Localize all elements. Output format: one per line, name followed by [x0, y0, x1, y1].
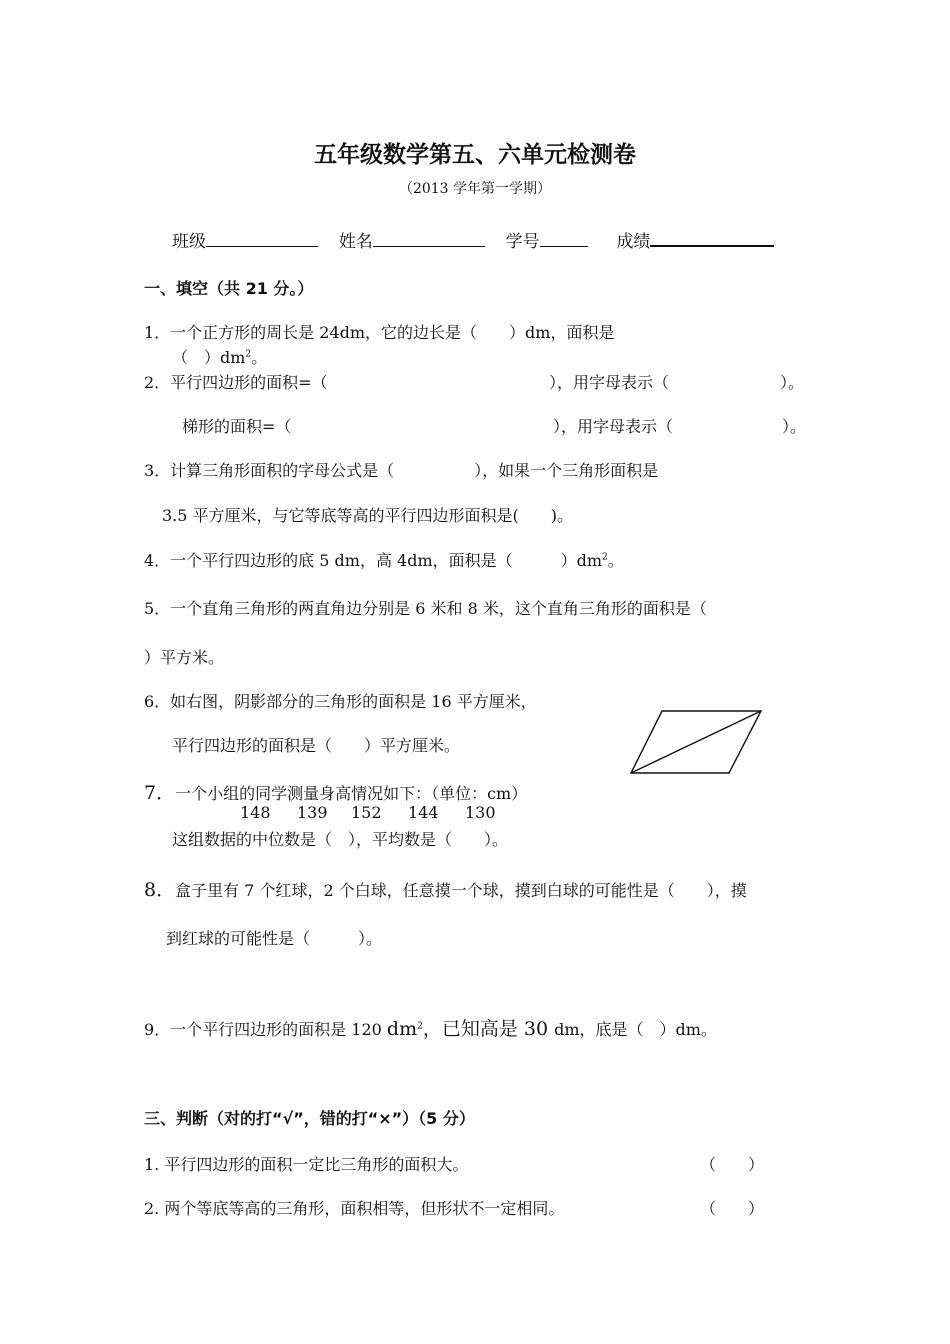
q8-number: 8． [144, 879, 176, 901]
height-data-0: 148 [240, 803, 271, 822]
question-3-line-1: 3．计算三角形面积的字母公式是（ ），如果一个三角形面积是 [144, 461, 659, 480]
question-2-line-1-mid: ），用字母表示（ [549, 373, 670, 392]
judge-item-2: 2. 两个等底等高的三角形，面积相等，但形状不一定相同。 [144, 1199, 565, 1218]
q4-text: 4．一个平行四边形的底 5 dm，高 4dm，面积是（ ）dm [144, 551, 603, 570]
judge-item-2-answer[interactable]: （ ） [700, 1199, 765, 1218]
question-4 [144, 548, 624, 571]
section-3-heading: 三、判断（对的打“√”，错的打“×”）（5 分） [144, 1109, 475, 1128]
question-2-line-2-mid: ），用字母表示（ [553, 417, 674, 436]
height-data-1: 139 [297, 803, 328, 822]
student-info-row [172, 227, 774, 252]
question-6-line-1: 6．如右图，阴影部分的三角形的面积是 16 平方厘米， [144, 692, 537, 711]
question-5-line-1: 5．一个直角三角形的两直角边分别是 6 米和 8 米，这个直角三角形的面积是（ [144, 599, 707, 618]
q4-end: 。 [607, 551, 624, 570]
parallelogram-diagonal [631, 711, 761, 773]
page-title: 五年级数学第五、六单元检测卷 [314, 142, 636, 168]
q7-number: 7． [144, 782, 176, 804]
class-label: 班级 [172, 232, 206, 252]
name-label: 姓名 [338, 232, 373, 252]
q9-text-c: dm，底是（ ）dm。 [554, 1020, 717, 1039]
q1-end: 。 [251, 348, 268, 367]
question-5-line-2: ）平方米。 [144, 648, 225, 667]
score-label: 成绩 [616, 232, 651, 252]
question-2-line-1-end: ）。 [780, 373, 805, 392]
question-2-line-1: 2．平行四边形的面积=（ [144, 373, 328, 392]
q7-text: 一个小组的同学测量身高情况如下：（单位：cm） [175, 784, 528, 803]
q8-text: 盒子里有 7 个红球，2 个白球，任意摸一个球，摸到白球的可能性是（ ），摸 [175, 881, 747, 900]
page-subtitle: （2013 学年第一学期） [398, 181, 552, 197]
question-6-line-2: 平行四边形的面积是（ ）平方厘米。 [172, 736, 461, 755]
judge-item-1-answer[interactable]: （ ） [700, 1155, 765, 1174]
question-7-line-3: 这组数据的中位数是（ ），平均数是（ ）。 [172, 830, 509, 849]
class-blank[interactable] [206, 230, 318, 247]
q1-superscript: 2 [245, 349, 252, 360]
section-1-heading: 一、填空（共 21 分。） [144, 279, 314, 298]
q9-unit: dm [386, 1018, 418, 1040]
question-7-line-1 [144, 778, 527, 805]
question-2-line-2-end: ）。 [782, 417, 807, 436]
name-blank[interactable] [373, 230, 485, 247]
question-9 [144, 1014, 717, 1041]
question-8-line-1 [144, 875, 747, 902]
question-1-line-1: 1．一个正方形的周长是 24dm，它的边长是（ ）dm，面积是 [144, 323, 615, 342]
q9-superscript: 2 [417, 1021, 423, 1032]
question-8-line-2: 到红球的可能性是（ ）。 [166, 929, 383, 948]
question-1-line-2 [172, 345, 267, 368]
question-2-line-2: 梯形的面积=（ [182, 417, 292, 436]
question-3-line-2: 3.5 平方厘米，与它等底等高的平行四边形面积是( )。 [162, 506, 574, 525]
height-data-4: 130 [465, 803, 496, 822]
judge-item-1: 1. 平行四边形的面积一定比三角形的面积大。 [144, 1155, 469, 1174]
q4-superscript: 2 [602, 552, 608, 563]
score-blank[interactable] [650, 229, 774, 247]
number-label: 学号 [505, 232, 540, 252]
number-blank[interactable] [540, 230, 588, 247]
height-data-2: 152 [351, 803, 382, 822]
q1-text: （ ）dm [172, 348, 246, 367]
q9-text-a: 9．一个平行四边形的面积是 120 [144, 1020, 387, 1039]
height-data-3: 144 [408, 803, 439, 822]
q9-text-b: ，已知高是 30 [422, 1018, 555, 1040]
parallelogram-diagram [628, 706, 766, 778]
